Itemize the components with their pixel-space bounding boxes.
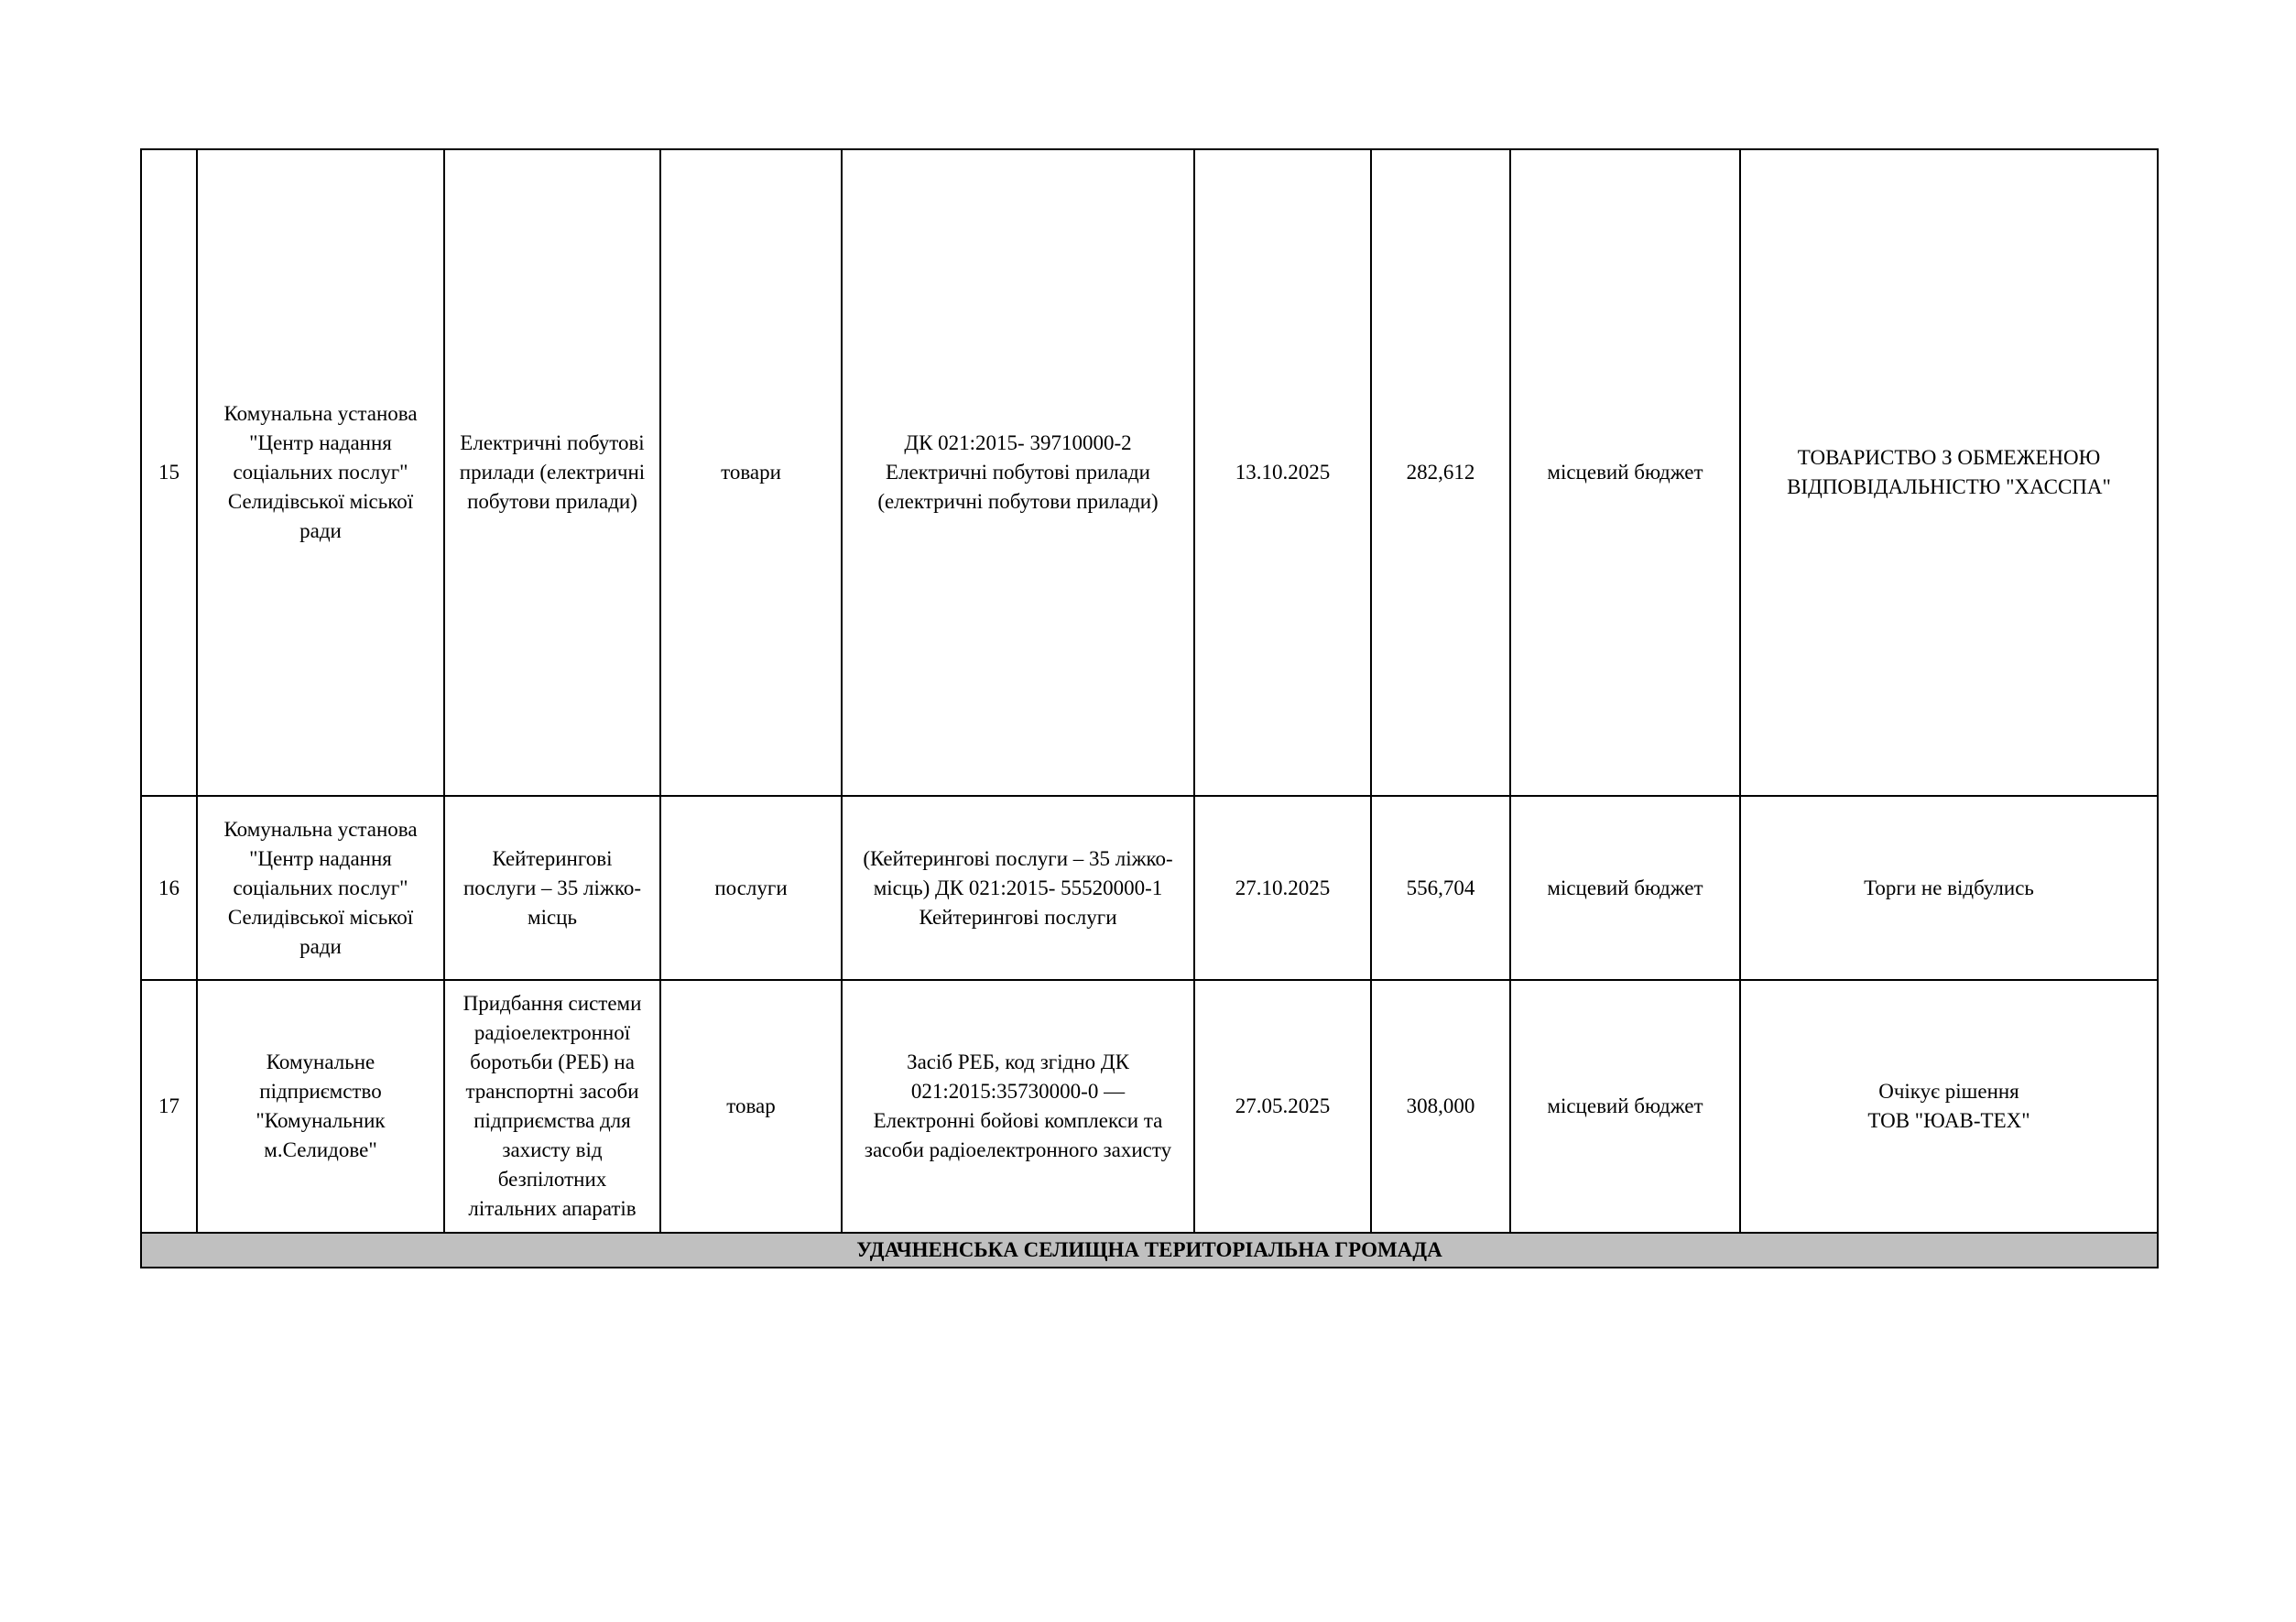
amount-cell: 282,612 xyxy=(1371,149,1510,796)
amount-cell: 308,000 xyxy=(1371,980,1510,1233)
classifier-code-cell: ДК 021:2015- 39710000-2 Електричні побутові прилади (електричні побутови прилади) xyxy=(842,149,1194,796)
row-number-cell: 15 xyxy=(141,149,197,796)
table-row xyxy=(141,980,2158,1233)
procurement-table xyxy=(140,148,2159,1268)
customer-cell: Комунальне підприємство "Комунальник м.Селидове" xyxy=(197,980,444,1233)
section-title: УДАЧНЕНСЬКА СЕЛИЩНА ТЕРИТОРІАЛЬНА ГРОМАДА xyxy=(141,1233,2158,1268)
procurement-type-cell: послуги xyxy=(660,796,842,980)
table-row xyxy=(141,796,2158,980)
subject-cell: Придбання системи радіоелектронної боротьби (РЕБ) на транспортні засоби підприємства для захисту від безпілотних літальних апаратів xyxy=(444,980,660,1233)
funding-source-cell: місцевий бюджет xyxy=(1510,980,1740,1233)
date-cell: 13.10.2025 xyxy=(1194,149,1371,796)
procurement-type-cell: товари xyxy=(660,149,842,796)
subject-cell: Кейтерингові послуги – 35 ліжко- місць xyxy=(444,796,660,980)
procurement-type-cell: товар xyxy=(660,980,842,1233)
customer-cell: Комунальна установа "Центр надання соціальних послуг" Селидівської міської ради xyxy=(197,149,444,796)
customer-cell: Комунальна установа "Центр надання соціальних послуг" Селидівської міської ради xyxy=(197,796,444,980)
classifier-code-cell: (Кейтерингові послуги – 35 ліжко- місць) ДК 021:2015- 55520000-1 Кейтерингові послуги xyxy=(842,796,1194,980)
row-number-cell: 17 xyxy=(141,980,197,1233)
funding-source-cell: місцевий бюджет xyxy=(1510,796,1740,980)
date-cell: 27.10.2025 xyxy=(1194,796,1371,980)
table-row xyxy=(141,149,2158,796)
result-cell: Торги не відбулись xyxy=(1740,796,2158,980)
date-cell: 27.05.2025 xyxy=(1194,980,1371,1233)
result-cell: Очікує рішення ТОВ "ЮАВ-ТЕХ" xyxy=(1740,980,2158,1233)
section-header-row xyxy=(141,1233,2158,1268)
classifier-code-cell: Засіб РЕБ, код згідно ДК 021:2015:35730000-0 — Електронні бойові комплекси та засоби радіоелектронного захисту xyxy=(842,980,1194,1233)
subject-cell: Електричні побутові прилади (електричні побутови прилади) xyxy=(444,149,660,796)
result-cell: ТОВАРИСТВО З ОБМЕЖЕНОЮ ВІДПОВІДАЛЬНІСТЮ "ХАССПА" xyxy=(1740,149,2158,796)
amount-cell: 556,704 xyxy=(1371,796,1510,980)
row-number-cell: 16 xyxy=(141,796,197,980)
funding-source-cell: місцевий бюджет xyxy=(1510,149,1740,796)
